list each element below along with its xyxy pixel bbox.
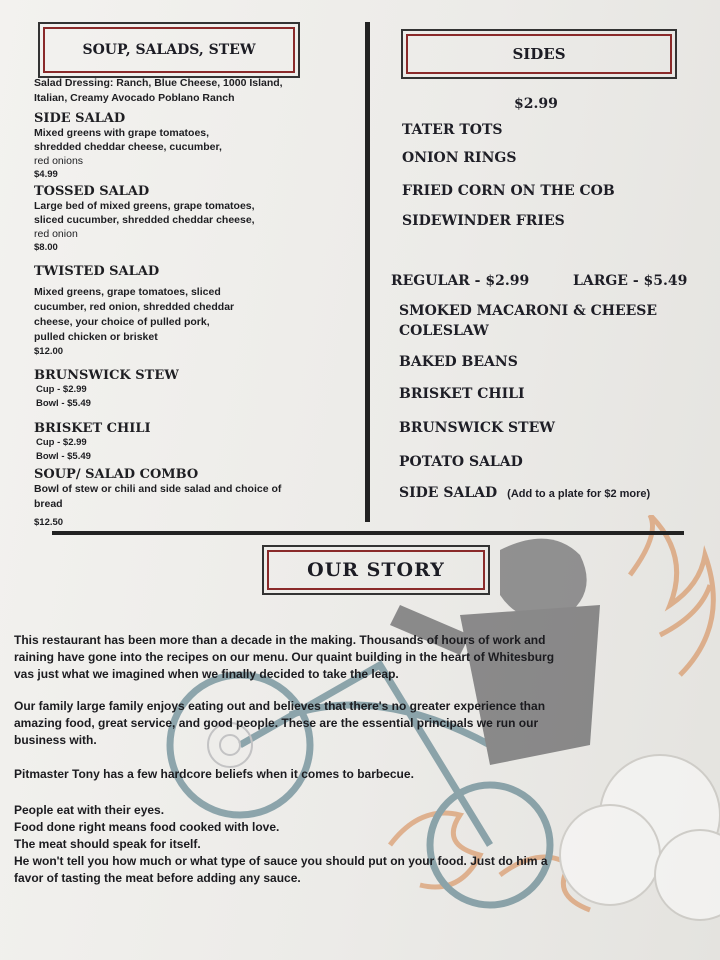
story-paragraph-1: This restaurant has been more than a decade in the making. Thousands of hours of work and raining have gone into the recipes on our menu. Our quaint building in the heart of Whitesburg vas just what we imagined when we finally decided to take the leap. [14,633,555,681]
side-potato-salad: POTATO SALAD [399,454,523,470]
side-coleslaw: COLESLAW [399,323,489,339]
item-price: $12.50 [34,517,64,528]
sides-small-price: $2.99 [514,96,558,112]
menu-item-brisket-chili [34,421,359,464]
our-story-header [262,545,490,595]
item-size-bowl: Bowl - $5.49 [36,398,91,409]
item-name: TWISTED SALAD [34,264,160,279]
item-name: BRISKET CHILI [34,421,151,436]
menu-item-brunswick-stew [34,368,359,411]
side-tater-tots: TATER TOTS [402,122,503,138]
salad-dressing-note: Salad Dressing: Ranch, Blue Cheese, 1000 Island, Italian, Creamy Avocado Poblano Ranch [34,77,283,104]
item-name: SIDE SALAD [34,111,126,126]
our-story-title: OUR STORY [267,550,485,590]
item-size-bowl: Bowl - $5.49 [36,451,91,462]
side-brisket-chili: BRISKET CHILI [399,386,525,402]
side-brunswick-stew: BRUNSWICK STEW [399,420,555,436]
side-salad-note: (Add to a plate for $2 more) [507,488,651,500]
item-desc: Mixed greens with grape tomatoes, shredded cheddar cheese, cucumber, red onions [34,127,222,167]
side-fried-corn: FRIED CORN ON THE COB [402,183,615,199]
side-baked-beans: BAKED BEANS [399,354,518,370]
side-onion-rings: ONION RINGS [402,150,517,166]
column-divider [365,22,370,522]
item-price: $12.00 [34,346,64,357]
menu-item-twisted-salad [34,264,359,358]
story-paragraph-3: Pitmaster Tony has a few hardcore beliefs when it comes to barbecue. [14,767,414,781]
side-smoked-mac: SMOKED MACARONI & CHEESE [399,303,658,319]
item-desc: Large bed of mixed greens, grape tomatoes, sliced cucumber, shredded cheddar cheese, red onion [34,200,255,240]
item-price: $4.99 [34,169,58,180]
sides-title: SIDES [406,34,672,74]
soup-salads-stew-header [38,22,300,78]
item-size-cup: Cup - $2.99 [36,437,87,448]
item-desc: Bowl of stew or chili and side salad and choice of bread [34,483,282,510]
regular-price-label: REGULAR - $2.99 [391,273,530,289]
item-price: $8.00 [34,242,58,253]
side-sidewinder-fries: SIDEWINDER FRIES [402,213,565,229]
item-size-cup: Cup - $2.99 [36,384,87,395]
side-side-salad: SIDE SALAD (Add to a plate for $2 more) [399,485,651,501]
item-name: SOUP/ SALAD COMBO [34,467,199,482]
story-paragraph-2: Our family large family enjoys eating out and believes that there's no greater experience than amazing food, great service, and good people. These are the essential principals we run our business with. [14,699,546,747]
item-name: TOSSED SALAD [34,184,150,199]
menu-item-tossed-salad [34,184,359,254]
soup-salad-list [34,76,359,532]
soup-salads-stew-title: SOUP, SALADS, STEW [43,27,295,73]
item-name: BRUNSWICK STEW [34,368,179,383]
story-beliefs: People eat with their eyes. Food done right means food cooked with love. The meat should speak for itself. He won't tell you how much or what type of sauce you should put on your food. Just do him a favor of tasting the meat before adding any sauce. [14,803,548,885]
menu-item-soup-salad-combo [34,467,359,529]
item-desc: Mixed greens, grape tomatoes, sliced cucumber, red onion, shredded cheddar cheese, your choice of pulled pork, pulled chicken or brisket [34,286,235,343]
large-price-label: LARGE - $5.49 [573,273,688,289]
sides-header [401,29,677,79]
menu-item-side-salad [34,111,359,181]
